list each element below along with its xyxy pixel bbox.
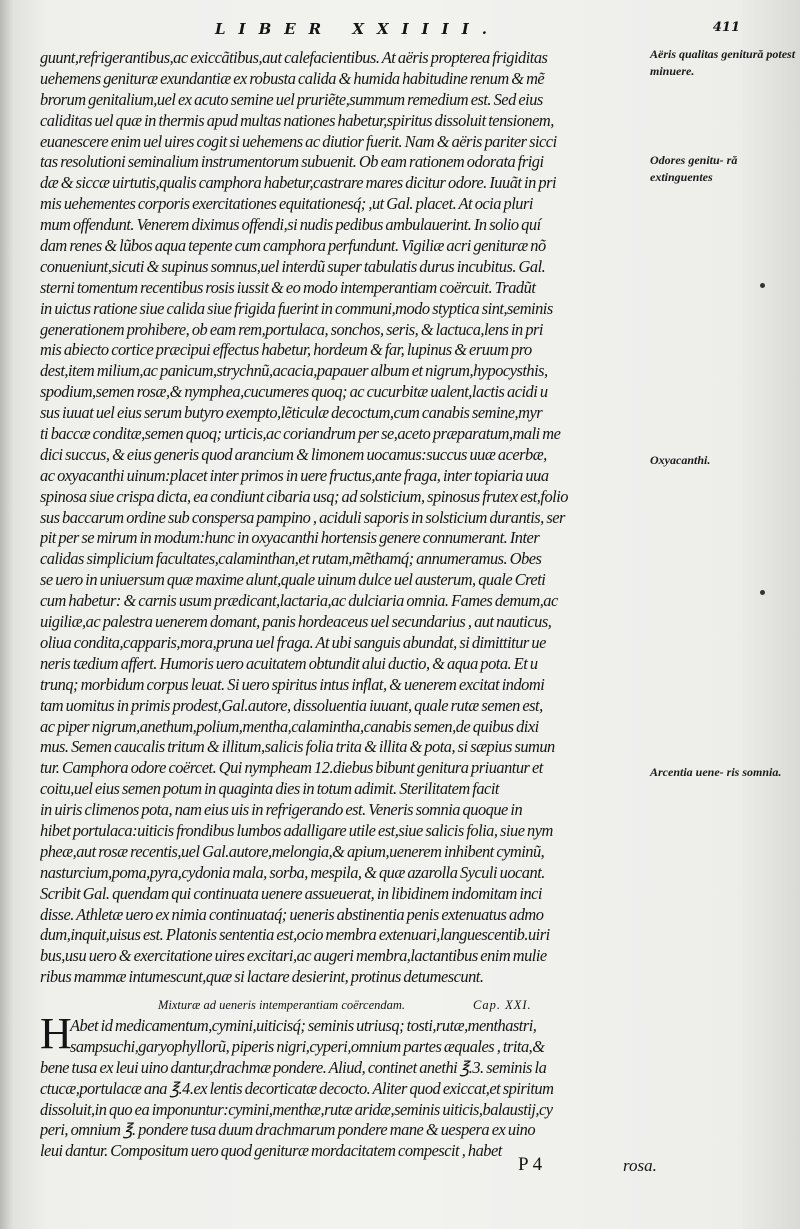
- text-line: oliua condita,capparis,mora,pruna uel fraga. At ubi sanguis abundat, si dimittitur ue: [40, 632, 546, 652]
- text-line: nasturcium,poma,pyra,cydonia mala, sorba, mespila, & quæ azarolla Syculi uocant.: [40, 862, 545, 882]
- chapter-text-block: [40, 1016, 650, 1162]
- text-line: bus,usu uero & exercitatione uires excitari,ac augeri membra,lactantibus enim mulie: [40, 946, 547, 966]
- text-line: ribus mammæ intumescunt,quæ si lactare desierint, protinus detumescunt.: [40, 967, 484, 987]
- chapter-text-line: sampsuchi,garyophyllorũ, piperis nigri,cyperi,omnium partes æquales , trita,&: [70, 1036, 545, 1056]
- text-line: dum,inquit,uisus est. Platonis sententia est,ocio membra extenuari,languescentib.uiri: [40, 925, 550, 945]
- text-line: coitu,uel eius semen potum in quaginta dies in totum adimit. Sterilitatem facit: [40, 779, 499, 799]
- text-line: mis abiecto cortice præcipui effectus habetur, hordeum & far, lupinus & eruum pro: [40, 340, 532, 360]
- page-footer: [0, 1150, 800, 1190]
- chapter-text-line: leui dantur. Compositum uero quod genituræ mordacitatem compescit , habet: [40, 1141, 502, 1161]
- text-line: pit per se mirum in modum:hunc in oxyacanthi hortensis genere connumerant. Inter: [40, 528, 540, 548]
- text-line: euanescere enim uel uires cogit si uehemens ac diutior fuerit. Nam & aëris pariter sicci: [40, 131, 557, 151]
- text-line: neris tædium affert. Humoris uero acuitatem obtundit alui ductio, & aqua pota. Et u: [40, 653, 538, 673]
- text-line: dici succus, & eius generis quod arancium & limonem uocamus:succus uuæ acerbæ,: [40, 444, 547, 464]
- text-line: trunq; morbidum corpus leuat. Si uero spiritus intus inflat, & uenerem excitat indomi: [40, 674, 545, 694]
- text-line: sus baccarum ordine sub conspersa pampino , aciduli saporis in solsticium durantis, ser: [40, 507, 565, 527]
- running-head-title: LIBER XXIIII.: [215, 20, 500, 38]
- text-line: uigiliæ,ac palestra uenerem domant, panis hordeaceus uel secundarius , aut nauticus,: [40, 612, 552, 632]
- text-line: guunt,refrigerantibus,ac exiccãtibus,aut calefacientibus. At aëris propterea frigiditas: [40, 48, 548, 67]
- chapter-heading: [158, 992, 598, 1014]
- chapter-text-line: Abet id medicamentum,cymini,uiticisq́; seminis utriusq; tosti,rutæ,menthastri,: [70, 1016, 537, 1035]
- text-line: tam uomitus in primis prodest,Gal.autore, dissoluentia iuuant, quale rutæ semen est,: [40, 695, 543, 715]
- chapter-text-line: peri, omnium ℥. pondere tusa duum drachmarum pondere mane & uespera ex uino: [40, 1120, 536, 1140]
- text-line: mum offendunt. Venerem diximus offendi,si nudis pedibus ambulauerint. In solio quí: [40, 215, 541, 235]
- catchword: rosa.: [623, 1156, 657, 1175]
- drop-capital: H: [40, 1009, 72, 1058]
- text-line: calidas simplicium facultates,calaminthan,et rutam,mẽthamq́; annumeramus. Obes: [40, 549, 542, 569]
- ink-dot-mark: [760, 590, 765, 595]
- text-line: caliditas uel quæ in thermis apud multas nationes habetur,spiritus dissoluit tensionem,: [40, 110, 554, 130]
- text-line: se uero in uniuersum quæ maxime alunt,quale uinum dulce uel austerum, quale Creti: [40, 570, 546, 590]
- text-line: dam renes & lũbos aqua tepente cum camphora perfundunt. Vigiliæ acri genituræ nõ: [40, 236, 546, 256]
- text-line: ac piper nigrum,anethum,polium,mentha,calamintha,canabis semen,de quibus dixi: [40, 716, 539, 736]
- chapter-title: Mixturæ ad ueneris intemperantiam coërcendam.: [158, 998, 406, 1012]
- margin-note-aeris: Aëris qualitas genitură potest minuere.: [650, 47, 796, 78]
- text-line: cum habetur: & carnis usum prædicant,lactaria,ac dulciaria omnia. Fames demum,ac: [40, 591, 558, 611]
- text-line: spinosa siue crispa dicta, ea condiunt cibaria usq; ad solsticium, spinosus frutex est,folio: [40, 486, 568, 506]
- text-line: hibet portulaca:uiticis frondibus lumbos adalligare utile est,siue salicis folia, siue nym: [40, 820, 553, 840]
- text-line: spodium,semen rosæ,& nymphea,cucumeres quoq; ac cucurbitæ ualent,lactis acidi u: [40, 382, 548, 402]
- folio-number: 411: [712, 20, 740, 35]
- text-line: dest,item milium,ac panicum,strychnũ,acacia,papauer album et nigrum,hypocysthis,: [40, 361, 548, 381]
- main-text-block: [40, 48, 648, 988]
- signature-mark: P 4: [518, 1154, 543, 1175]
- text-line: disse. Athletæ uero ex nimia continuataq́; ueneris abstinentia penis extenuatus admo: [40, 904, 544, 924]
- text-line: sus iuuat uel eius serum butyro exempto,lẽticulæ decoctum,cum canabis semine,myr: [40, 403, 543, 423]
- text-line: dæ & siccæ uirtutis,qualis camphora habetur,castrare mares dicitur odore. Iuuãt in pri: [40, 173, 557, 193]
- margin-note-odores: Odores genitu- ră extinguentes: [650, 153, 738, 184]
- chapter-text-line: dissoluit,in quo ea imponuntur:cymini,menthæ,rutæ aridæ,seminis uiticis,balaustij,cy: [40, 1099, 553, 1119]
- text-line: brorum genitalium,uel ex acuto semine uel pruriẽte,summum remedium est. Sed eius: [40, 89, 543, 109]
- text-line: tur. Camphora odore coërcet. Qui nympheam 12.diebus bibunt genitura priuantur et: [40, 758, 543, 778]
- text-line: sterni tomentum recentibus rosis iussit & eo modo intemperantiam coërcuit. Tradũt: [40, 277, 536, 297]
- page-gutter: [0, 0, 14, 1229]
- margin-notes: [650, 0, 800, 1229]
- margin-note-arcentia: Arcentia uene- ris somnia.: [650, 765, 782, 779]
- chapter-text-line: ctucæ,portulacæ ana ℥.4.ex lentis decorticatæ decocto. Aliter quod exiccat,et spiritum: [40, 1078, 554, 1098]
- text-line: conueniunt,sicuti & supinus somnus,uel interdũ super tabulatis durus incubitus. Gal.: [40, 256, 546, 276]
- text-line: in uiris climenos pota, nam eius uis in refrigerando est. Veneris somnia quoque in: [40, 800, 523, 820]
- text-line: tas resolutioni seminalium instrumentorum subuenit. Ob eam rationem odorata frigi: [40, 152, 544, 172]
- margin-note-oxyacanthi: Oxyacanthi.: [650, 453, 711, 467]
- text-line: mis uehementes corporis exercitationes equitationesq́; ,ut Gal. placet. At ocia pluri: [40, 194, 533, 214]
- text-line: ti baccæ conditæ,semen quoq; urticis,ac coriandrum per se,aceto præparatum,mali me: [40, 424, 561, 444]
- chapter-text-line: bene tusa ex leui uino dantur,drachmæ pondere. Aliud, continet anethi ℥.3. seminis la: [40, 1057, 547, 1077]
- chapter-number: Cap. XXI.: [473, 998, 532, 1012]
- ink-dot-mark: [760, 283, 765, 288]
- text-line: mus. Semen caucalis tritum & illitum,salicis folia trita & illita & pota, si sæpius sumun: [40, 737, 555, 757]
- text-line: in uictus ratione siue calida siue frigida fuerint in communi,modo styptica sint,seminis: [40, 298, 553, 318]
- text-line: generationem prohibere, ob eam rem,portulaca, sonchos, seris, & lactuca,lens in pri: [40, 319, 543, 339]
- text-line: uehemens genituræ exundantiæ ex robusta calida & humida habitudine renum & mẽ: [40, 68, 545, 88]
- text-line: pheæ,aut rosæ recentis,uel Gal.autore,melongia,& apium,uenerem inhibent cyminũ,: [40, 841, 545, 861]
- text-line: ac oxyacanthi uinum:placet inter primos in uere fructus,ante fraga, inter topiaria uua: [40, 465, 549, 485]
- text-line: Scribit Gal. quendam qui continuata uenere assueuerat, in libidinem indomitam inci: [40, 883, 542, 903]
